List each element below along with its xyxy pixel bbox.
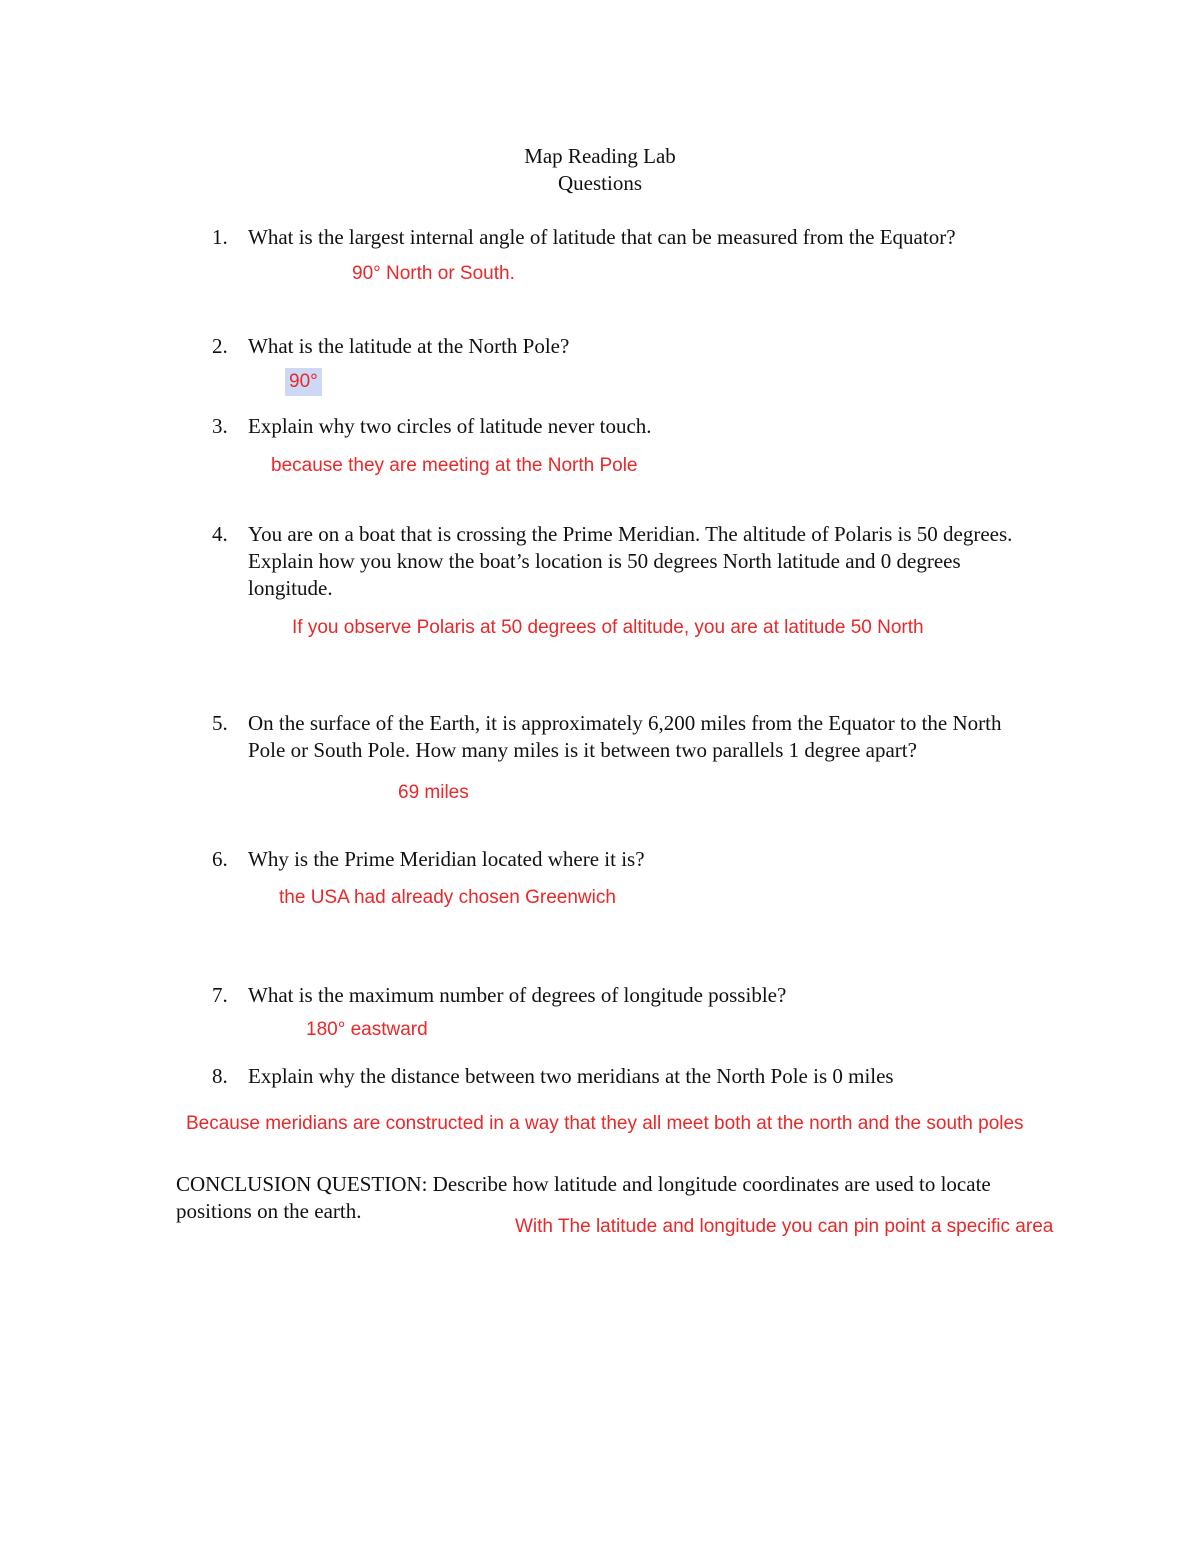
- answer-3: because they are meeting at the North Pole: [271, 455, 638, 476]
- question-number: 7.: [212, 983, 228, 1007]
- question-text: What is the latitude at the North Pole?: [248, 334, 570, 358]
- answer-4: If you observe Polaris at 50 degrees of altitude, you are at latitude 50 North: [292, 617, 924, 638]
- conclusion-answer: With The latitude and longitude you can pin point a specific area: [515, 1216, 1054, 1237]
- question-number: 6.: [212, 847, 228, 871]
- answer-2: 90°: [285, 368, 322, 396]
- question-text: Explain why the distance between two meridians at the North Pole is 0 miles: [248, 1064, 894, 1088]
- answer-6: the USA had already chosen Greenwich: [279, 887, 616, 908]
- answer-1: 90° North or South.: [352, 263, 515, 284]
- answer-8: Because meridians are constructed in a way that they all meet both at the north and the south poles: [186, 1113, 1024, 1134]
- question-number: 5.: [212, 711, 228, 735]
- question-text: Explain why two circles of latitude never touch.: [248, 414, 652, 438]
- conclusion-question: CONCLUSION QUESTION: Describe how latitude and longitude coordinates are used to locate positions on the earth.: [176, 1172, 991, 1223]
- question-text: On the surface of the Earth, it is approximately 6,200 miles from the Equator to the North Pole or South Pole. How many miles is it between two parallels 1 degree apart?: [248, 711, 1002, 762]
- question-number: 8.: [212, 1064, 228, 1088]
- document-title: Map Reading Lab: [524, 144, 676, 168]
- question-number: 2.: [212, 334, 228, 358]
- document-subtitle: Questions: [558, 171, 642, 195]
- answer-7: 180° eastward: [306, 1019, 428, 1040]
- question-number: 4.: [212, 522, 228, 546]
- question-text: You are on a boat that is crossing the Prime Meridian. The altitude of Polaris is 50 degrees. Explain how you know the boat’s location is 50 degrees North latitude and 0 degrees longitude.: [248, 522, 1013, 600]
- question-number: 3.: [212, 414, 228, 438]
- question-text: Why is the Prime Meridian located where it is?: [248, 847, 645, 871]
- question-text: What is the maximum number of degrees of longitude possible?: [248, 983, 787, 1007]
- answer-5: 69 miles: [398, 782, 469, 803]
- question-text: What is the largest internal angle of latitude that can be measured from the Equator?: [248, 225, 956, 249]
- question-number: 1.: [212, 225, 228, 249]
